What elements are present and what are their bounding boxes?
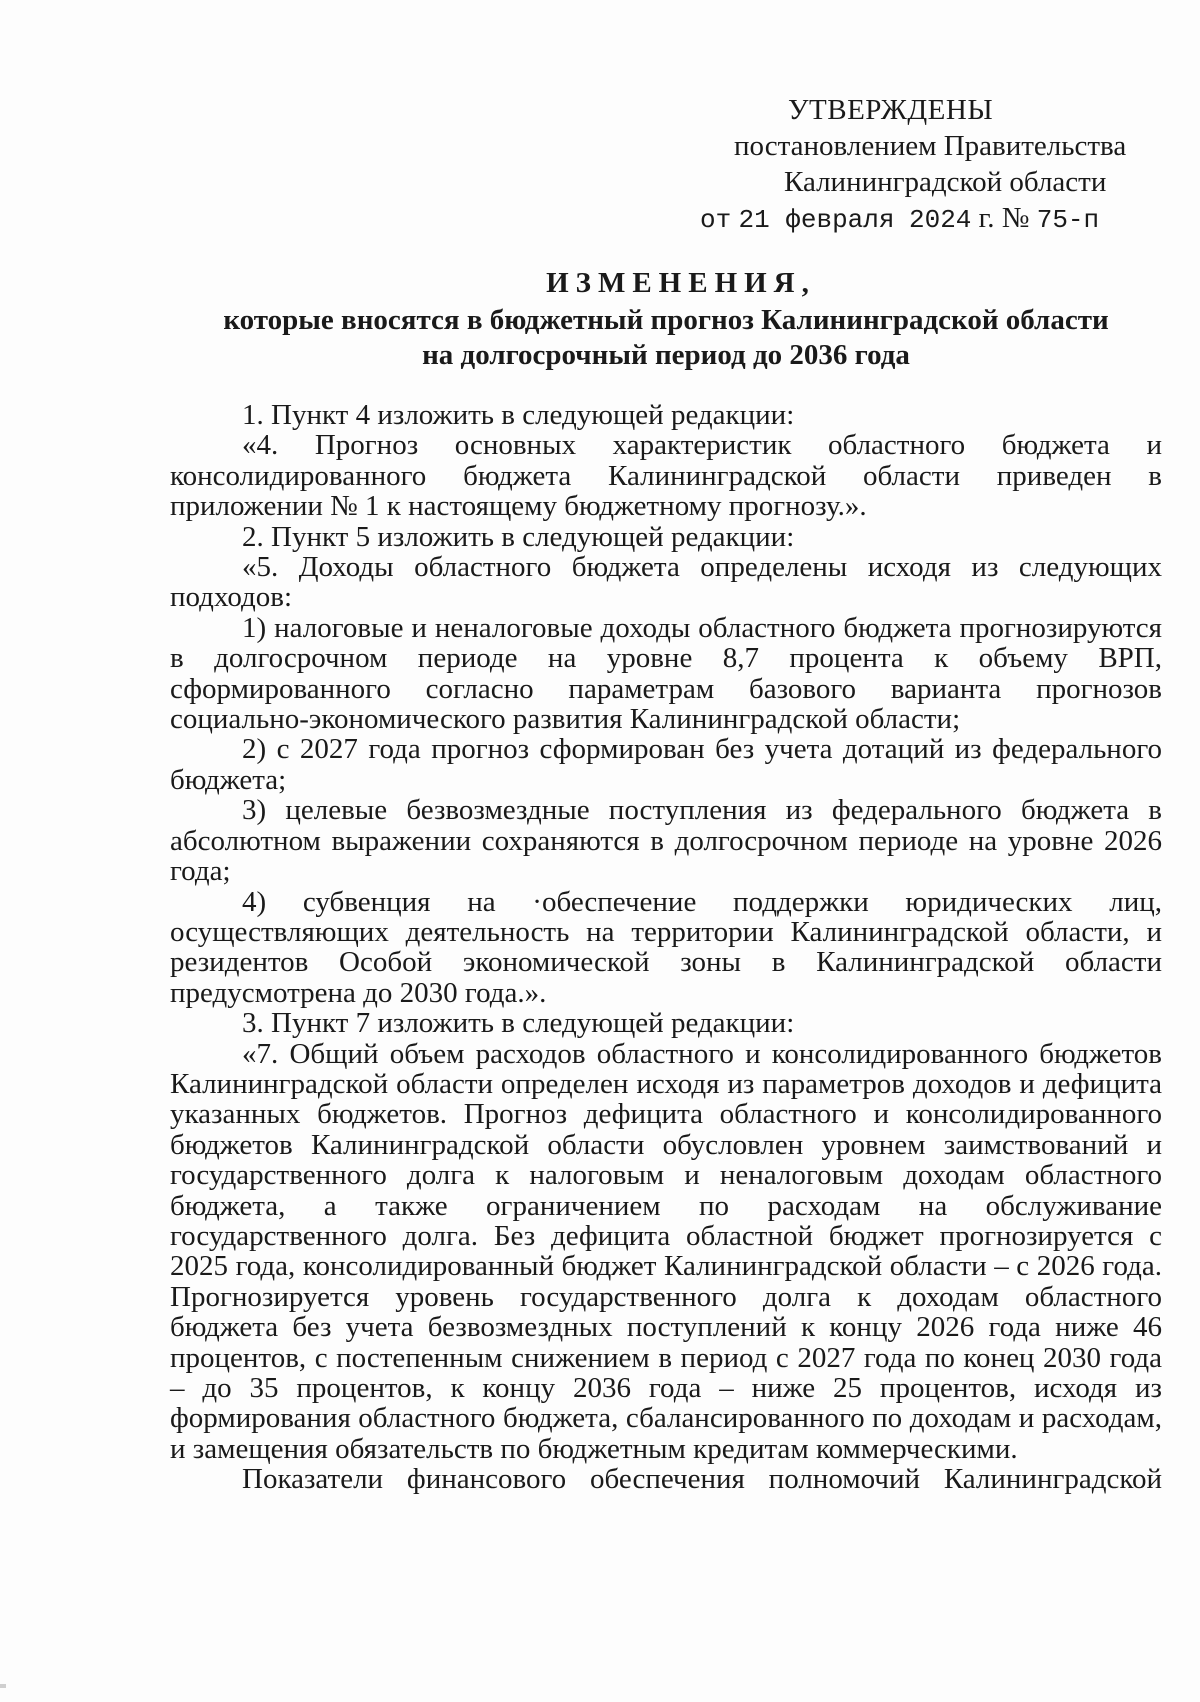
paragraph-subitem-4: 4) субвенция на ·обеспечение поддержки юридических лиц, осуществляющих деятельность на территории Калининградской области, и резидентов Особой экономической зоны в Калининградской области предусмотрена до 2030 года.». bbox=[170, 885, 1162, 1009]
paragraph-subitem-3: 3) целевые безвозмездные поступления из федерального бюджета в абсолютном выражении сохраняются в долгосрочном периоде на уровне 2026 года; bbox=[170, 794, 1162, 888]
paragraph-item-2: 2. Пункт 5 изложить в следующей редакции: bbox=[242, 520, 795, 553]
paragraph-clause-5: «5. Доходы областного бюджета определены исходя из следующих подходов: bbox=[170, 551, 1162, 614]
paragraph-subitem-1: 1) налоговые и неналоговые доходы областного бюджета прогнозируются в долгосрочном периоде на уровне 8,7 процента к объему ВРП, сформированного согласно параметрам базового варианта прогнозов социально-экономического развития Калининградской области; bbox=[170, 611, 1162, 736]
paragraph-item-1: 1. Пункт 4 изложить в следующей редакции: bbox=[242, 399, 795, 431]
approval-date: 21 февраля bbox=[738, 205, 895, 235]
paragraph-clause-4: «4. Прогноз основных характеристик областного бюджета и консолидированного бюджета Калининградской области приведен в приложении № 1 к настоящему бюджетному прогнозу.». bbox=[170, 429, 1162, 523]
paragraph-continuation: Показатели финансового обеспечения полномочий Калининградской bbox=[242, 1463, 1162, 1496]
approval-region-line: Калининградской области bbox=[784, 166, 1107, 198]
paragraph-item-3: 3. Пункт 7 изложить в следующей редакции: bbox=[242, 1007, 795, 1040]
approval-year-suffix: г. № bbox=[978, 202, 1030, 234]
approval-date-line bbox=[700, 200, 1099, 238]
document-body bbox=[170, 400, 1162, 1495]
approval-year: 2024 bbox=[909, 205, 972, 235]
paragraph-clause-7: «7. Общий объем расходов областного и консолидированного бюджетов Калининградской области определен исходя из параметров доходов и дефицита указанных бюджетов. Прогноз дефицита областного и консолидированного бюджетов Калининградской области обусловлен уровнем заимствований и государственного долга к налоговым и неналоговым доходам областного бюджета, а также ограничением по расходам на обслуживание государственного долга. Без дефицита областной бюджет прогнозируется с 2025 года, консолидированный бюджет Калининградской области – с 2026 года. Прогнозируется уровень государственного долга к доходам областного бюджета без учета безвозмездных поступлений к концу 2026 года ниже 46 процентов, с постепенным снижением в период с 2027 года по конец 2030 года – до 35 процентов, к концу 2036 года – ниже 25 процентов, исходя из формирования областного бюджета, сбалансированного по доходам и расходам, и замещения обязательств по бюджетным кредитам коммерческими. bbox=[170, 1037, 1162, 1465]
document-subtitle-line2: на долгосрочный период до 2036 года bbox=[422, 339, 910, 371]
scan-edge-mark bbox=[0, 1684, 6, 1688]
approval-number: 75-п bbox=[1036, 205, 1100, 235]
document-subtitle-line1: которые вносятся в бюджетный прогноз Калининградской области bbox=[223, 304, 1109, 336]
document-title: ИЗМЕНЕНИЯ, bbox=[546, 267, 816, 299]
approval-decree-line: постановлением Правительства bbox=[734, 130, 1127, 162]
approval-title: УТВЕРЖДЕНЫ bbox=[788, 94, 994, 126]
document-heading bbox=[170, 266, 1162, 373]
paragraph-subitem-2: 2) с 2027 года прогноз сформирован без учета дотаций из федерального бюджета; bbox=[170, 733, 1162, 796]
approval-date-prefix: от bbox=[700, 205, 732, 235]
